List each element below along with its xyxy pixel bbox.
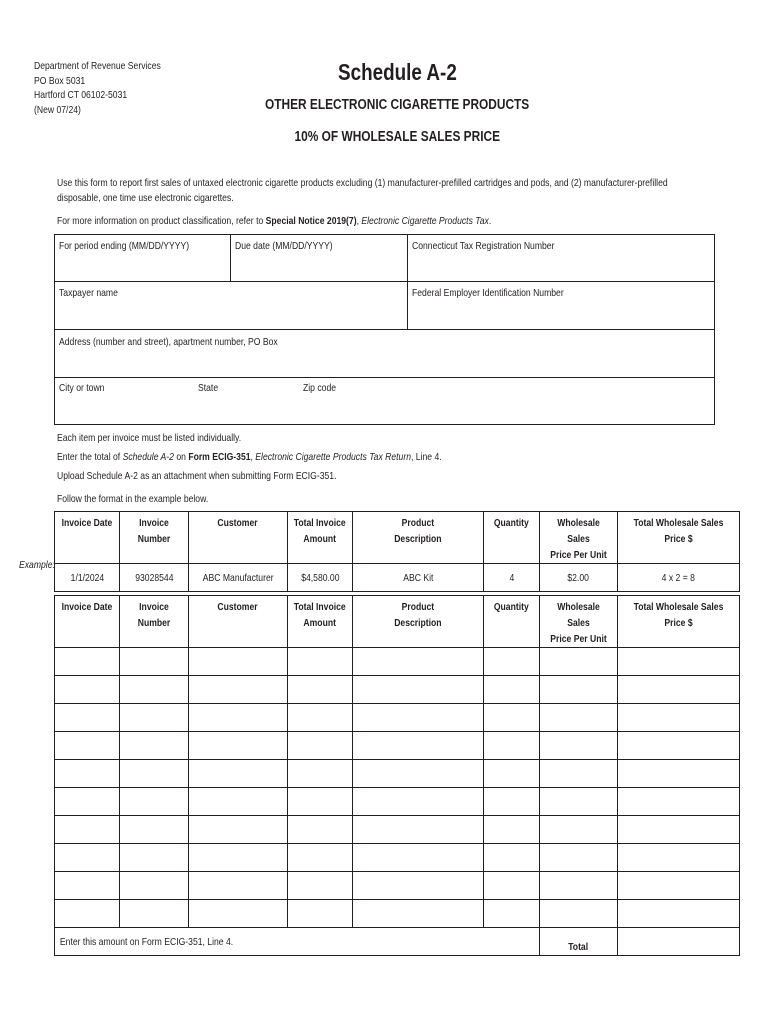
cell-invoice-number[interactable] [120, 676, 189, 704]
cell-invoice-number[interactable] [120, 704, 189, 732]
instruction-line-2 [57, 451, 442, 463]
cell-customer[interactable] [189, 900, 288, 928]
cell-product[interactable] [353, 872, 484, 900]
cell-price-per-unit[interactable] [540, 704, 618, 732]
col-product: Product Description [353, 596, 484, 648]
taxpayer-name-label: Taxpayer name [59, 287, 118, 299]
cell-total-price[interactable] [618, 648, 740, 676]
cell-invoice-date[interactable] [55, 872, 120, 900]
col-wholesale-price: Wholesale Sales Price Per Unit [540, 596, 618, 648]
taxpayer-name-field[interactable] [54, 281, 408, 330]
cell-product[interactable] [353, 732, 484, 760]
cell-product[interactable] [353, 788, 484, 816]
due-date-label: Due date (MM/DD/YYYY) [235, 240, 333, 252]
cell-invoice-number[interactable] [120, 816, 189, 844]
example-customer: ABC Manufacturer [189, 564, 288, 592]
cell-total-invoice[interactable] [288, 872, 353, 900]
address-label: Address (number and street), apartment number, PO Box [59, 336, 278, 348]
cell-quantity[interactable] [484, 900, 540, 928]
cell-total-invoice[interactable] [288, 844, 353, 872]
cell-product[interactable] [353, 760, 484, 788]
instr2-schedule: Schedule A-2 [122, 451, 174, 463]
cell-quantity[interactable] [484, 760, 540, 788]
entry-row [55, 732, 740, 760]
entry-row [55, 816, 740, 844]
instr2-a: Enter the total of [57, 451, 123, 463]
intro-text: Use this form to report first sales of untaxed electronic cigarette products excluding (1) manufacturer-prefilled cartridges and pods, and (2) manufacturer-prefilled disposable, one time use electronic cigarettes. [57, 177, 668, 204]
more-info-end: . [488, 215, 492, 227]
cell-total-price[interactable] [618, 900, 740, 928]
cell-price-per-unit[interactable] [540, 816, 618, 844]
notice-title: Electronic Cigarette Products Tax [361, 215, 489, 227]
example-quantity: 4 [484, 564, 540, 592]
example-row [55, 564, 740, 592]
fein-label: Federal Employer Identification Number [412, 287, 564, 299]
cell-invoice-number[interactable] [120, 648, 189, 676]
state-label: State [198, 382, 219, 394]
cell-total-invoice[interactable] [288, 760, 353, 788]
instr2-form: Form ECIG-351 [188, 451, 251, 463]
cell-product[interactable] [353, 676, 484, 704]
cell-invoice-number[interactable] [120, 788, 189, 816]
cell-customer[interactable] [189, 788, 288, 816]
cell-price-per-unit[interactable] [540, 648, 618, 676]
cell-invoice-date[interactable] [55, 648, 120, 676]
cell-quantity[interactable] [484, 704, 540, 732]
example-table [54, 511, 740, 592]
cell-invoice-number[interactable] [120, 872, 189, 900]
col-total-invoice: Total Invoice Amount [288, 512, 353, 564]
total-label: Total [568, 941, 589, 953]
total-instruction-cell [55, 928, 540, 956]
cell-quantity[interactable] [484, 676, 540, 704]
cell-total-invoice[interactable] [288, 732, 353, 760]
special-notice-link: Special Notice 2019(7) [265, 215, 357, 227]
cell-price-per-unit[interactable] [540, 900, 618, 928]
cell-total-price[interactable] [618, 816, 740, 844]
fein-field[interactable] [407, 281, 715, 330]
example-invoice-date: 1/1/2024 [55, 564, 120, 592]
period-ending-field[interactable] [54, 234, 231, 282]
cell-total-invoice[interactable] [288, 900, 353, 928]
period-ending-label: For period ending (MM/DD/YYYY) [59, 240, 190, 252]
cell-invoice-date[interactable] [55, 704, 120, 732]
col-wholesale-price: Wholesale Sales Price Per Unit [540, 512, 618, 564]
more-info-prefix: For more information on product classification, refer to [57, 215, 266, 227]
city-state-zip-field[interactable] [54, 377, 715, 425]
example-label: Example: [19, 559, 55, 571]
cell-total-invoice[interactable] [288, 648, 353, 676]
cell-customer[interactable] [189, 872, 288, 900]
form-title [12, 59, 770, 86]
form-rate-text: 10% OF WHOLESALE SALES PRICE [294, 129, 500, 145]
instr2-return-title: Electronic Cigarette Products Tax Return [255, 451, 412, 463]
form-rate [12, 129, 770, 145]
cell-invoice-date[interactable] [55, 816, 120, 844]
entry-row [55, 704, 740, 732]
form-revision: (New 07/24) [34, 103, 81, 116]
cell-price-per-unit[interactable] [540, 676, 618, 704]
intro-paragraph [57, 176, 757, 205]
cell-invoice-number[interactable] [120, 900, 189, 928]
cell-total-price[interactable] [618, 760, 740, 788]
col-total-invoice: Total Invoice Amount [288, 596, 353, 648]
cell-total-invoice[interactable] [288, 816, 353, 844]
cell-quantity[interactable] [484, 844, 540, 872]
cell-product[interactable] [353, 816, 484, 844]
cell-invoice-number[interactable] [120, 732, 189, 760]
instruction-line-1: Each item per invoice must be listed individually. [57, 432, 242, 444]
cell-customer[interactable] [189, 648, 288, 676]
enter-amount-note: Enter this amount on Form ECIG-351, Line 4. [59, 935, 234, 948]
cell-customer[interactable] [189, 704, 288, 732]
ct-tax-registration-field[interactable] [407, 234, 715, 282]
cell-invoice-number[interactable] [120, 760, 189, 788]
entry-row [55, 648, 740, 676]
example-header-row [55, 512, 740, 564]
zip-label: Zip code [303, 382, 337, 394]
cell-total-price[interactable] [618, 676, 740, 704]
more-info-line [57, 214, 713, 229]
example-product: ABC Kit [353, 564, 484, 592]
cell-total-price[interactable] [618, 704, 740, 732]
agency-po-box: PO Box 5031 [34, 74, 86, 87]
cell-total-price[interactable] [618, 732, 740, 760]
cell-total-invoice[interactable] [288, 704, 353, 732]
instr2-e: , [250, 451, 256, 463]
ct-tax-registration-label: Connecticut Tax Registration Number [412, 240, 555, 252]
cell-total-invoice[interactable] [288, 676, 353, 704]
cell-price-per-unit[interactable] [540, 788, 618, 816]
entry-row [55, 788, 740, 816]
cell-total-invoice[interactable] [288, 788, 353, 816]
cell-quantity[interactable] [484, 788, 540, 816]
cell-invoice-date[interactable] [55, 788, 120, 816]
address-field[interactable] [54, 329, 715, 378]
example-total-invoice: $4,580.00 [288, 564, 353, 592]
cell-customer[interactable] [189, 732, 288, 760]
cell-product[interactable] [353, 844, 484, 872]
entry-row [55, 760, 740, 788]
example-invoice-number: 93028544 [120, 564, 189, 592]
instruction-line-4: Follow the format in the example below. [57, 493, 209, 505]
cell-invoice-date[interactable] [55, 676, 120, 704]
total-label-cell [540, 928, 618, 956]
cell-price-per-unit[interactable] [540, 760, 618, 788]
cell-product[interactable] [353, 900, 484, 928]
cell-invoice-date[interactable] [55, 732, 120, 760]
cell-total-price[interactable] [618, 788, 740, 816]
cell-invoice-date[interactable] [55, 760, 120, 788]
col-customer: Customer [189, 512, 288, 564]
example-price-per-unit: $2.00 [540, 564, 618, 592]
cell-quantity[interactable] [484, 732, 540, 760]
cell-price-per-unit[interactable] [540, 844, 618, 872]
more-info-sep: , [356, 215, 362, 227]
form-subtitle [12, 97, 770, 113]
cell-customer[interactable] [189, 760, 288, 788]
cell-quantity[interactable] [484, 648, 540, 676]
entry-table [54, 595, 740, 956]
agency-name: Department of Revenue Services [34, 60, 161, 72]
col-invoice-number: Invoice Number [120, 512, 189, 564]
cell-customer[interactable] [189, 844, 288, 872]
cell-quantity[interactable] [484, 872, 540, 900]
more-info-paragraph [57, 214, 757, 229]
cell-customer[interactable] [189, 676, 288, 704]
city-label: City or town [59, 382, 105, 394]
instruction-line-3: Upload Schedule A-2 as an attachment when submitting Form ECIG-351. [57, 470, 337, 482]
col-product: Product Description [353, 512, 484, 564]
entry-row [55, 900, 740, 928]
col-total-wholesale: Total Wholesale Sales Price $ [618, 596, 740, 648]
total-row [55, 928, 740, 956]
cell-invoice-number[interactable] [120, 844, 189, 872]
agency-city: Hartford CT 06102-5031 [34, 89, 128, 101]
entry-row [55, 872, 740, 900]
instr2-c: on [173, 451, 189, 463]
example-total-price: 4 x 2 = 8 [618, 564, 740, 592]
cell-product[interactable] [353, 704, 484, 732]
entry-row [55, 676, 740, 704]
cell-total-price[interactable] [618, 872, 740, 900]
cell-quantity[interactable] [484, 816, 540, 844]
cell-price-per-unit[interactable] [540, 872, 618, 900]
entry-header-row [55, 596, 740, 648]
form-subtitle-text: OTHER ELECTRONIC CIGARETTE PRODUCTS [264, 97, 530, 113]
col-customer: Customer [189, 596, 288, 648]
cell-customer[interactable] [189, 816, 288, 844]
total-amount-cell[interactable] [618, 928, 740, 956]
cell-total-price[interactable] [618, 844, 740, 872]
cell-invoice-date[interactable] [55, 900, 120, 928]
col-invoice-date: Invoice Date [55, 512, 120, 564]
cell-product[interactable] [353, 648, 484, 676]
cell-invoice-date[interactable] [55, 844, 120, 872]
cell-price-per-unit[interactable] [540, 732, 618, 760]
instr2-g: , Line 4. [411, 451, 442, 463]
form-title-text: Schedule A-2 [337, 59, 457, 85]
col-invoice-number: Invoice Number [120, 596, 189, 648]
col-quantity: Quantity [484, 596, 540, 648]
col-invoice-date: Invoice Date [55, 596, 120, 648]
col-quantity: Quantity [484, 512, 540, 564]
due-date-field[interactable] [230, 234, 408, 282]
col-total-wholesale: Total Wholesale Sales Price $ [618, 512, 740, 564]
entry-row [55, 844, 740, 872]
